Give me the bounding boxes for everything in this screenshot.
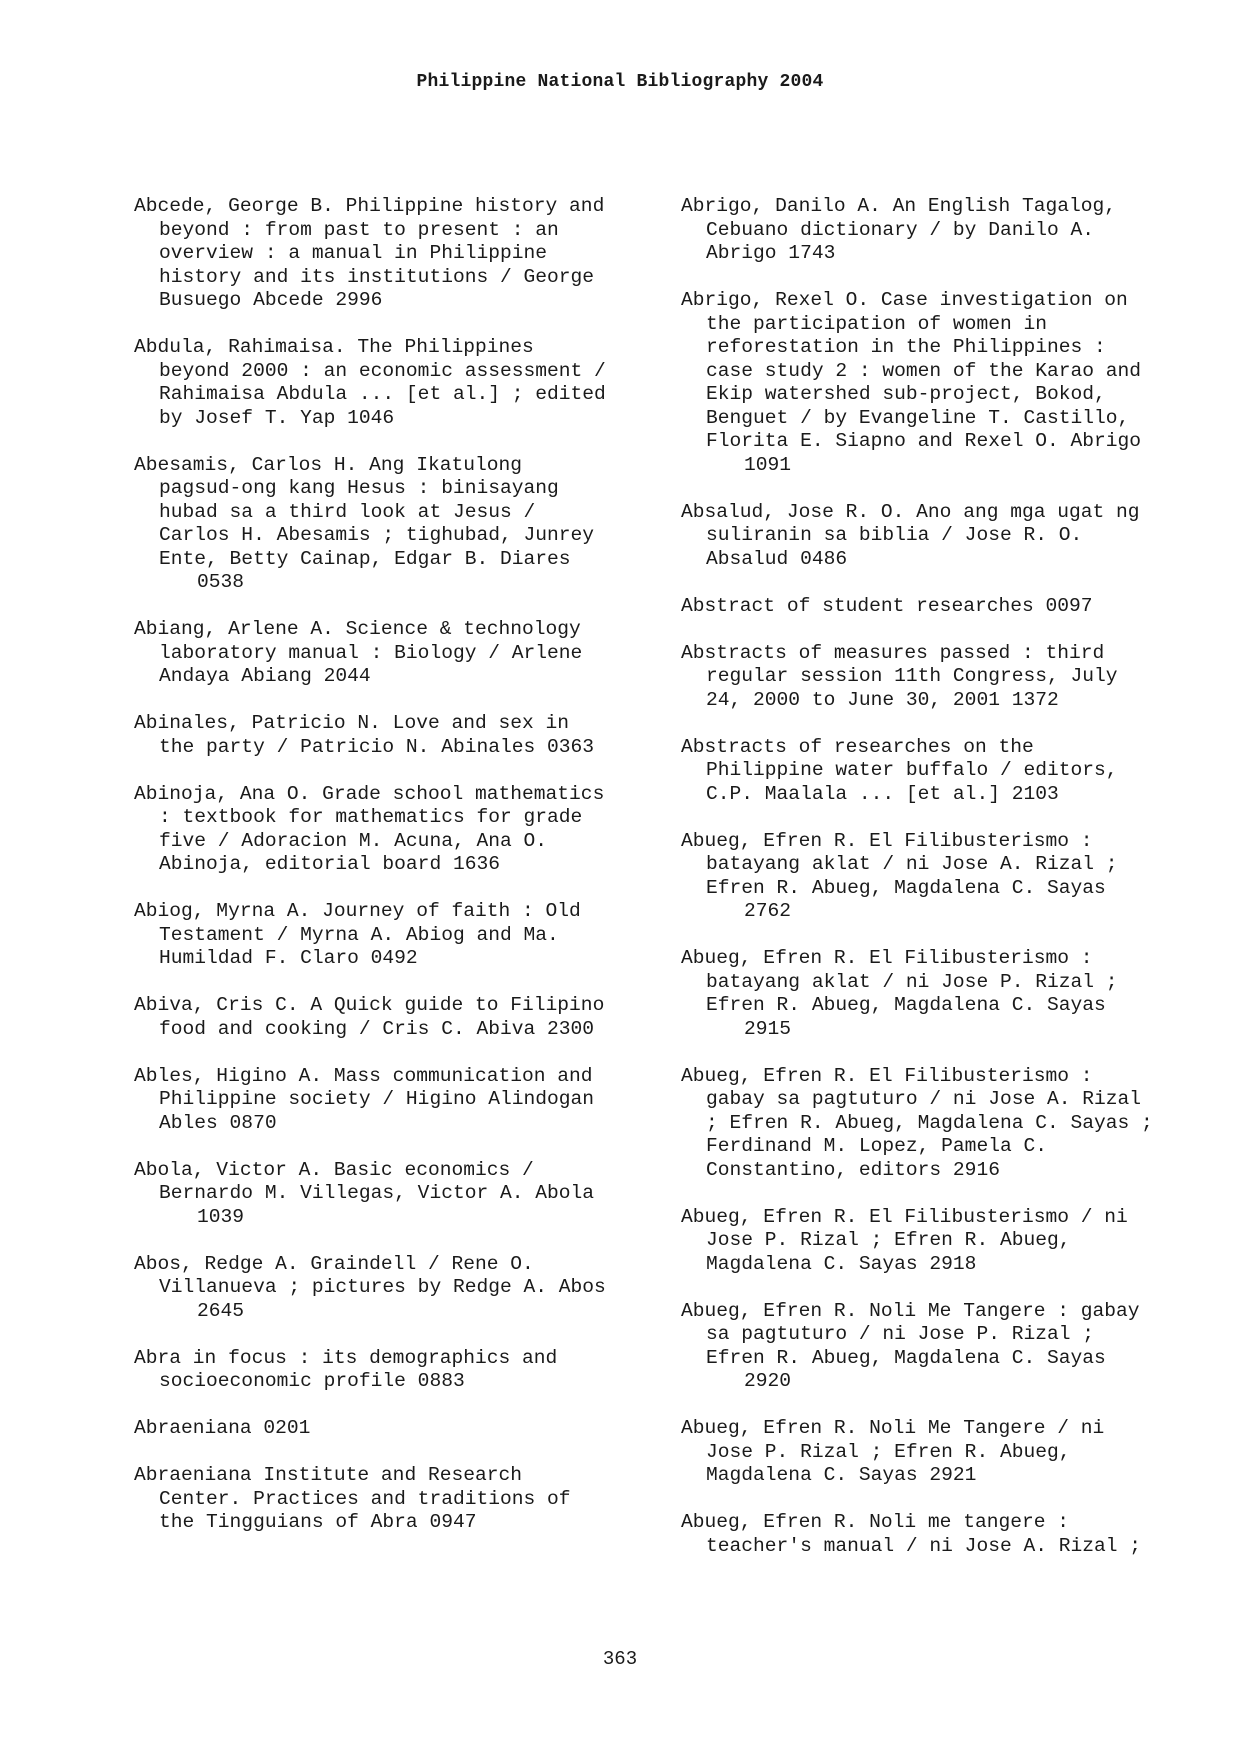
entry-line: Abiog, Myrna A. Journey of faith : Old — [134, 900, 581, 922]
bibliography-entry — [681, 1206, 1201, 1277]
bibliography-entry — [681, 1511, 1201, 1558]
entry-line: Testament / Myrna A. Abiog and Ma. — [159, 923, 559, 946]
entry-line: ; Efren R. Abueg, Magdalena C. Sayas ; — [706, 1111, 1153, 1134]
bibliography-entry — [134, 1065, 654, 1136]
entry-line: Humildad F. Claro 0492 — [159, 947, 418, 969]
bibliography-entry — [134, 900, 654, 971]
entry-line: 1091 — [744, 453, 792, 476]
entry-line: batayang aklat / ni Jose A. Rizal ; — [706, 853, 1118, 875]
bibliography-entry — [681, 1300, 1201, 1394]
entry-line: Abraeniana Institute and Research — [134, 1464, 523, 1486]
entry-line: : textbook for mathematics for grade — [159, 806, 583, 828]
entry-line: Andaya Abiang 2044 — [159, 665, 371, 687]
entry-line: reforestation in the Philippines : — [706, 336, 1106, 358]
entry-line: Abra in focus : its demographics and — [134, 1346, 558, 1369]
bibliography-entry — [134, 712, 654, 759]
bibliography-entry — [681, 501, 1201, 572]
entry-line: food and cooking / Cris C. Abiva 2300 — [159, 1017, 595, 1040]
entry-line: Abinoja, Ana O. Grade school mathematics — [134, 782, 605, 805]
entry-line: Center. Practices and traditions of — [159, 1487, 571, 1510]
entry-line: five / Adoracion M. Acuna, Ana O. — [159, 829, 548, 852]
bibliography-entry — [681, 595, 1201, 619]
entry-line: Ables, Higino A. Mass communication and — [134, 1064, 593, 1087]
entry-line: 24, 2000 to June 30, 2001 1372 — [706, 688, 1059, 711]
bibliography-entry — [681, 1065, 1201, 1183]
entry-line: laboratory manual : Biology / Arlene — [159, 641, 583, 664]
entry-line: Abola, Victor A. Basic economics / — [134, 1158, 534, 1181]
entry-line: Philippine society / Higino Alindogan — [159, 1088, 595, 1110]
entry-line: the participation of women in — [706, 312, 1047, 335]
entry-line: Abinales, Patricio N. Love and sex in — [134, 712, 570, 734]
entry-line: hubad sa a third look at Jesus / — [159, 500, 536, 523]
entry-line: teacher's manual / ni Jose A. Rizal ; — [706, 1534, 1142, 1557]
bibliography-entry — [681, 642, 1201, 713]
entry-line: Abdula, Rahimaisa. The Philippines — [134, 336, 534, 358]
entry-line: Abrigo 1743 — [706, 242, 836, 264]
bibliography-entry — [681, 289, 1201, 477]
entry-line: 2645 — [197, 1299, 245, 1322]
entry-line: Abueg, Efren R. El Filibusterismo : — [681, 947, 1093, 969]
entry-line: Florita E. Siapno and Rexel O. Abrigo — [706, 430, 1142, 452]
entry-line: sa pagtuturo / ni Jose P. Rizal ; — [706, 1323, 1095, 1345]
bibliography-entry — [681, 195, 1201, 266]
entry-line: socioeconomic profile 0883 — [159, 1370, 465, 1392]
entry-line: Magdalena C. Sayas 2918 — [706, 1252, 977, 1275]
entry-line: Ferdinand M. Lopez, Pamela C. — [706, 1135, 1047, 1157]
entry-line: Abiang, Arlene A. Science & technology — [134, 618, 581, 640]
entry-line: C.P. Maalala ... [et al.] 2103 — [706, 782, 1059, 805]
entry-line: 2920 — [744, 1370, 792, 1392]
entry-line: case study 2 : women of the Karao and — [706, 359, 1142, 382]
entry-line: Abraeniana 0201 — [134, 1417, 311, 1439]
entry-line: Abstracts of measures passed : third — [681, 641, 1105, 664]
entry-line: Abueg, Efren R. Noli Me Tangere : gabay — [681, 1299, 1140, 1322]
entry-line: Abcede, George B. Philippine history and — [134, 195, 605, 217]
entry-line: Abueg, Efren R. El Filibusterismo : — [681, 1064, 1093, 1087]
entry-line: Efren R. Abueg, Magdalena C. Sayas — [706, 994, 1106, 1016]
bibliography-entry — [134, 618, 654, 689]
entry-line: Efren R. Abueg, Magdalena C. Sayas — [706, 1346, 1106, 1369]
bibliography-entry — [134, 1253, 654, 1324]
entry-line: beyond 2000 : an economic assessment / — [159, 359, 606, 382]
entry-line: pagsud-ong kang Hesus : binisayang — [159, 477, 559, 499]
entry-line: by Josef T. Yap 1046 — [159, 406, 395, 429]
entry-line: Abos, Redge A. Graindell / Rene O. — [134, 1252, 534, 1275]
entry-line: 0538 — [197, 571, 245, 593]
entry-line: Philippine water buffalo / editors, — [706, 759, 1118, 781]
page-number: 363 — [602, 1648, 638, 1670]
entry-line: Efren R. Abueg, Magdalena C. Sayas — [706, 876, 1106, 899]
entry-line: Villanueva ; pictures by Redge A. Abos — [159, 1276, 606, 1298]
entry-line: overview : a manual in Philippine — [159, 242, 548, 264]
entry-line: Magdalena C. Sayas 2921 — [706, 1464, 977, 1486]
entry-line: Carlos H. Abesamis ; tighubad, Junrey — [159, 524, 595, 546]
entry-line: beyond : from past to present : an — [159, 218, 559, 241]
entry-line: suliranin sa biblia / Jose R. O. — [706, 524, 1083, 546]
bibliography-entry — [134, 454, 654, 595]
bibliography-entry — [134, 1417, 654, 1441]
left-column — [134, 195, 654, 1558]
entry-line: Ables 0870 — [159, 1111, 277, 1134]
entry-line: history and its institutions / George — [159, 265, 595, 288]
entry-line: Abstract of student researches 0097 — [681, 594, 1093, 617]
entry-line: 1039 — [197, 1205, 245, 1228]
bibliography-entry — [681, 1417, 1201, 1488]
bibliography-entry — [134, 1464, 654, 1535]
entry-line: Busuego Abcede 2996 — [159, 289, 383, 311]
bibliography-entry — [681, 736, 1201, 807]
entry-line: 2762 — [744, 900, 792, 922]
bibliography-entry — [134, 1159, 654, 1230]
entry-line: gabay sa pagtuturo / ni Jose A. Rizal — [706, 1088, 1142, 1110]
entry-line: Abueg, Efren R. Noli me tangere : — [681, 1511, 1070, 1533]
entry-line: Jose P. Rizal ; Efren R. Abueg, — [706, 1440, 1071, 1463]
entry-line: Abueg, Efren R. El Filibusterismo : — [681, 829, 1093, 852]
bibliography-entry — [134, 336, 654, 430]
page-title: Philippine National Bibliography 2004 — [416, 72, 824, 92]
bibliography-entry — [681, 830, 1201, 924]
entry-line: Ente, Betty Cainap, Edgar B. Diares — [159, 547, 571, 570]
entry-line: the party / Patricio N. Abinales 0363 — [159, 735, 595, 758]
bibliography-entry — [681, 947, 1201, 1041]
entry-line: Abesamis, Carlos H. Ang Ikatulong — [134, 453, 523, 476]
entry-line: Ekip watershed sub-project, Bokod, — [706, 383, 1106, 405]
right-column — [681, 195, 1201, 1582]
bibliography-entry — [134, 195, 654, 313]
entry-line: Rahimaisa Abdula ... [et al.] ; edited — [159, 383, 606, 405]
entry-line: the Tingguians of Abra 0947 — [159, 1511, 477, 1533]
entry-line: regular session 11th Congress, July — [706, 665, 1118, 687]
entry-line: Abrigo, Danilo A. An English Tagalog, — [681, 195, 1117, 217]
entry-line: Cebuano dictionary / by Danilo A. — [706, 218, 1095, 241]
entry-line: Constantino, editors 2916 — [706, 1158, 1000, 1181]
entry-line: Abinoja, editorial board 1636 — [159, 853, 500, 875]
entry-line: Abstracts of researches on the — [681, 735, 1034, 758]
entry-line: Absalud, Jose R. O. Ano ang mga ugat ng — [681, 500, 1140, 523]
entry-line: Abrigo, Rexel O. Case investigation on — [681, 289, 1128, 311]
bibliography-entry — [134, 1347, 654, 1394]
bibliography-entry — [134, 783, 654, 877]
bibliography-entry — [134, 994, 654, 1041]
entry-line: Jose P. Rizal ; Efren R. Abueg, — [706, 1229, 1071, 1251]
entry-line: Absalud 0486 — [706, 547, 848, 570]
entry-line: Abueg, Efren R. Noli Me Tangere / ni — [681, 1417, 1105, 1439]
entry-line: Abueg, Efren R. El Filibusterismo / ni — [681, 1205, 1128, 1228]
entry-line: Bernardo M. Villegas, Victor A. Abola — [159, 1182, 595, 1204]
entry-line: 2915 — [744, 1017, 792, 1040]
entry-line: Abiva, Cris C. A Quick guide to Filipino — [134, 994, 605, 1016]
entry-line: batayang aklat / ni Jose P. Rizal ; — [706, 970, 1118, 993]
entry-line: Benguet / by Evangeline T. Castillo, — [706, 406, 1130, 429]
